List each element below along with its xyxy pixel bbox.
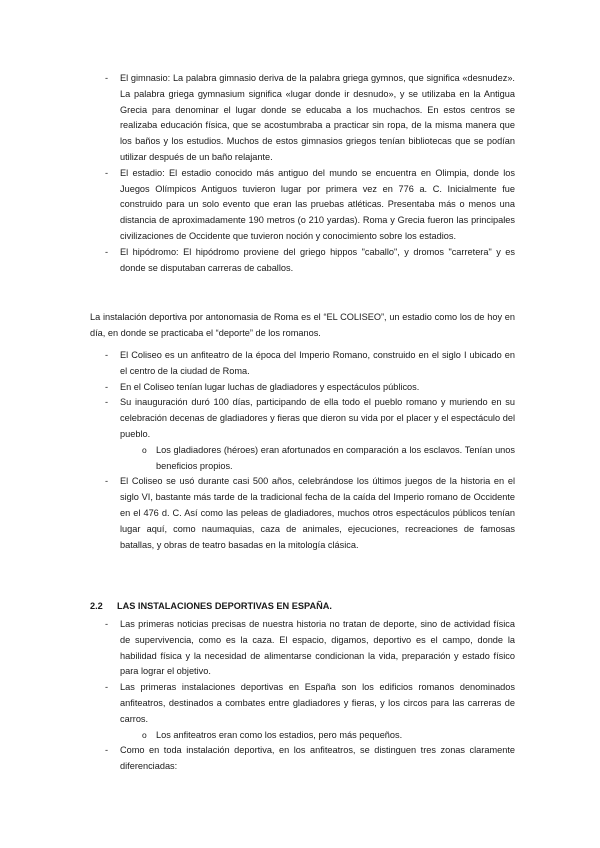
list-item-primeras-noticias: - Las primeras noticias precisas de nuestra historia no tratan de deporte, sino de actividad física de supervivencia, como es la caza. El espacio, digamos, deportivo es el campo, donde la habilidad física y la necesidad de alimentarse condicionan la vida, preparación y estado físico para lograr el objetivo. (90, 617, 515, 680)
list-item-primeras-instalaciones: - Las primeras instalaciones deportivas en España son los edificios romanos denominados anfiteatros, destinados a combates entre gladiadores y fieras, y los circos para las carreras de carros. (90, 680, 515, 727)
coliseo-list (90, 348, 515, 553)
list-item-coliseo-uso: - El Coliseo se usó durante casi 500 años, celebrándose los últimos juegos de la historia en el siglo VI, bastante más tarde de la tradicional fecha de la caída del Imperio romano de Occidente en el 476 d. C. Así como las peleas de gladiadores, muchos otros espectáculos públicos tenían lugar aquí, como naumaquias, caza de animales, ejecuciones, recreaciones de famosas batallas, y obras de teatro basadas en la mitología clásica. (90, 474, 515, 553)
list-item-coliseo-anfiteatro: - El Coliseo es un anfiteatro de la época del Imperio Romano, construido en el siglo I ubicado en el centro de la ciudad de Roma. (90, 348, 515, 380)
sub-list-item-gladiadores: o Los gladiadores (héroes) eran afortunados en comparación a los esclavos. Tenían unos beneficios propios. (90, 443, 515, 475)
coliseo-intro-paragraph (90, 310, 515, 342)
section-heading (90, 599, 515, 615)
section-title: LAS INSTALACIONES DEPORTIVAS EN ESPAÑA. (117, 601, 332, 611)
sub-list-item-anfiteatros: o Los anfiteatros eran como los estadios, pero más pequeños. (90, 728, 515, 744)
section-number: 2.2 (90, 601, 103, 611)
paragraph-text: La instalación deportiva por antonomasia de Roma es el “EL COLISEO”, un estadio como los de hoy en día, en donde se practicaba el “deporte” de los romanos. (90, 312, 515, 338)
spain-facilities-list (90, 617, 515, 775)
list-item-coliseo-luchas: - En el Coliseo tenían lugar luchas de gladiadores y espectáculos públicos. (90, 380, 515, 396)
list-item-gimnasio: - El gimnasio: La palabra gimnasio deriva de la palabra griega gymnos, que significa «desnudez». La palabra griega gymnasium significa «lugar donde ir desnudo», y se utilizaba en la Antigua Grecia para denominar el lugar donde se educaba a los muchachos. En estos centros se realizaba educación física, que se acostumbraba a practicar sin ropa, de la misma manera que los baños y los estudios. Muchos de estos gimnasios griegos tenían bibliotecas que se podían utilizar después de un baño relajante. (90, 71, 515, 166)
list-item-tres-zonas: - Como en toda instalación deportiva, en los anfiteatros, se distinguen tres zonas claramente diferenciadas: (90, 743, 515, 775)
list-item-hipodromo: - El hipódromo: El hipódromo proviene del griego hippos "caballo", y dromos "carretera" y es donde se disputaban carreras de caballos. (90, 245, 515, 277)
list-item-text: Su inauguración duró 100 días, participando de ella todo el pueblo romano y muriendo en su celebración decenas de gladiadores y fieras que dieron su vida por el placer y el espectáculo del pueblo. (120, 397, 515, 439)
list-item-estadio: - El estadio: El estadio conocido más antiguo del mundo se encuentra en Olimpia, donde los Juegos Olímpicos Antiguos tuvieron lugar por primera vez en 776 a. C. Inicialmente fue construido para un solo evento que eran las pruebas atléticas. Presentaba más o menos una distancia de aproximadamente 190 metros (o 210 yardas). Roma y Grecia fueron las principales civilizaciones de Occidente que tuvieron noción y conocimiento sobre los estadios. (90, 166, 515, 245)
ancient-facilities-list (90, 71, 515, 276)
list-item-coliseo-inauguracion (90, 395, 515, 442)
